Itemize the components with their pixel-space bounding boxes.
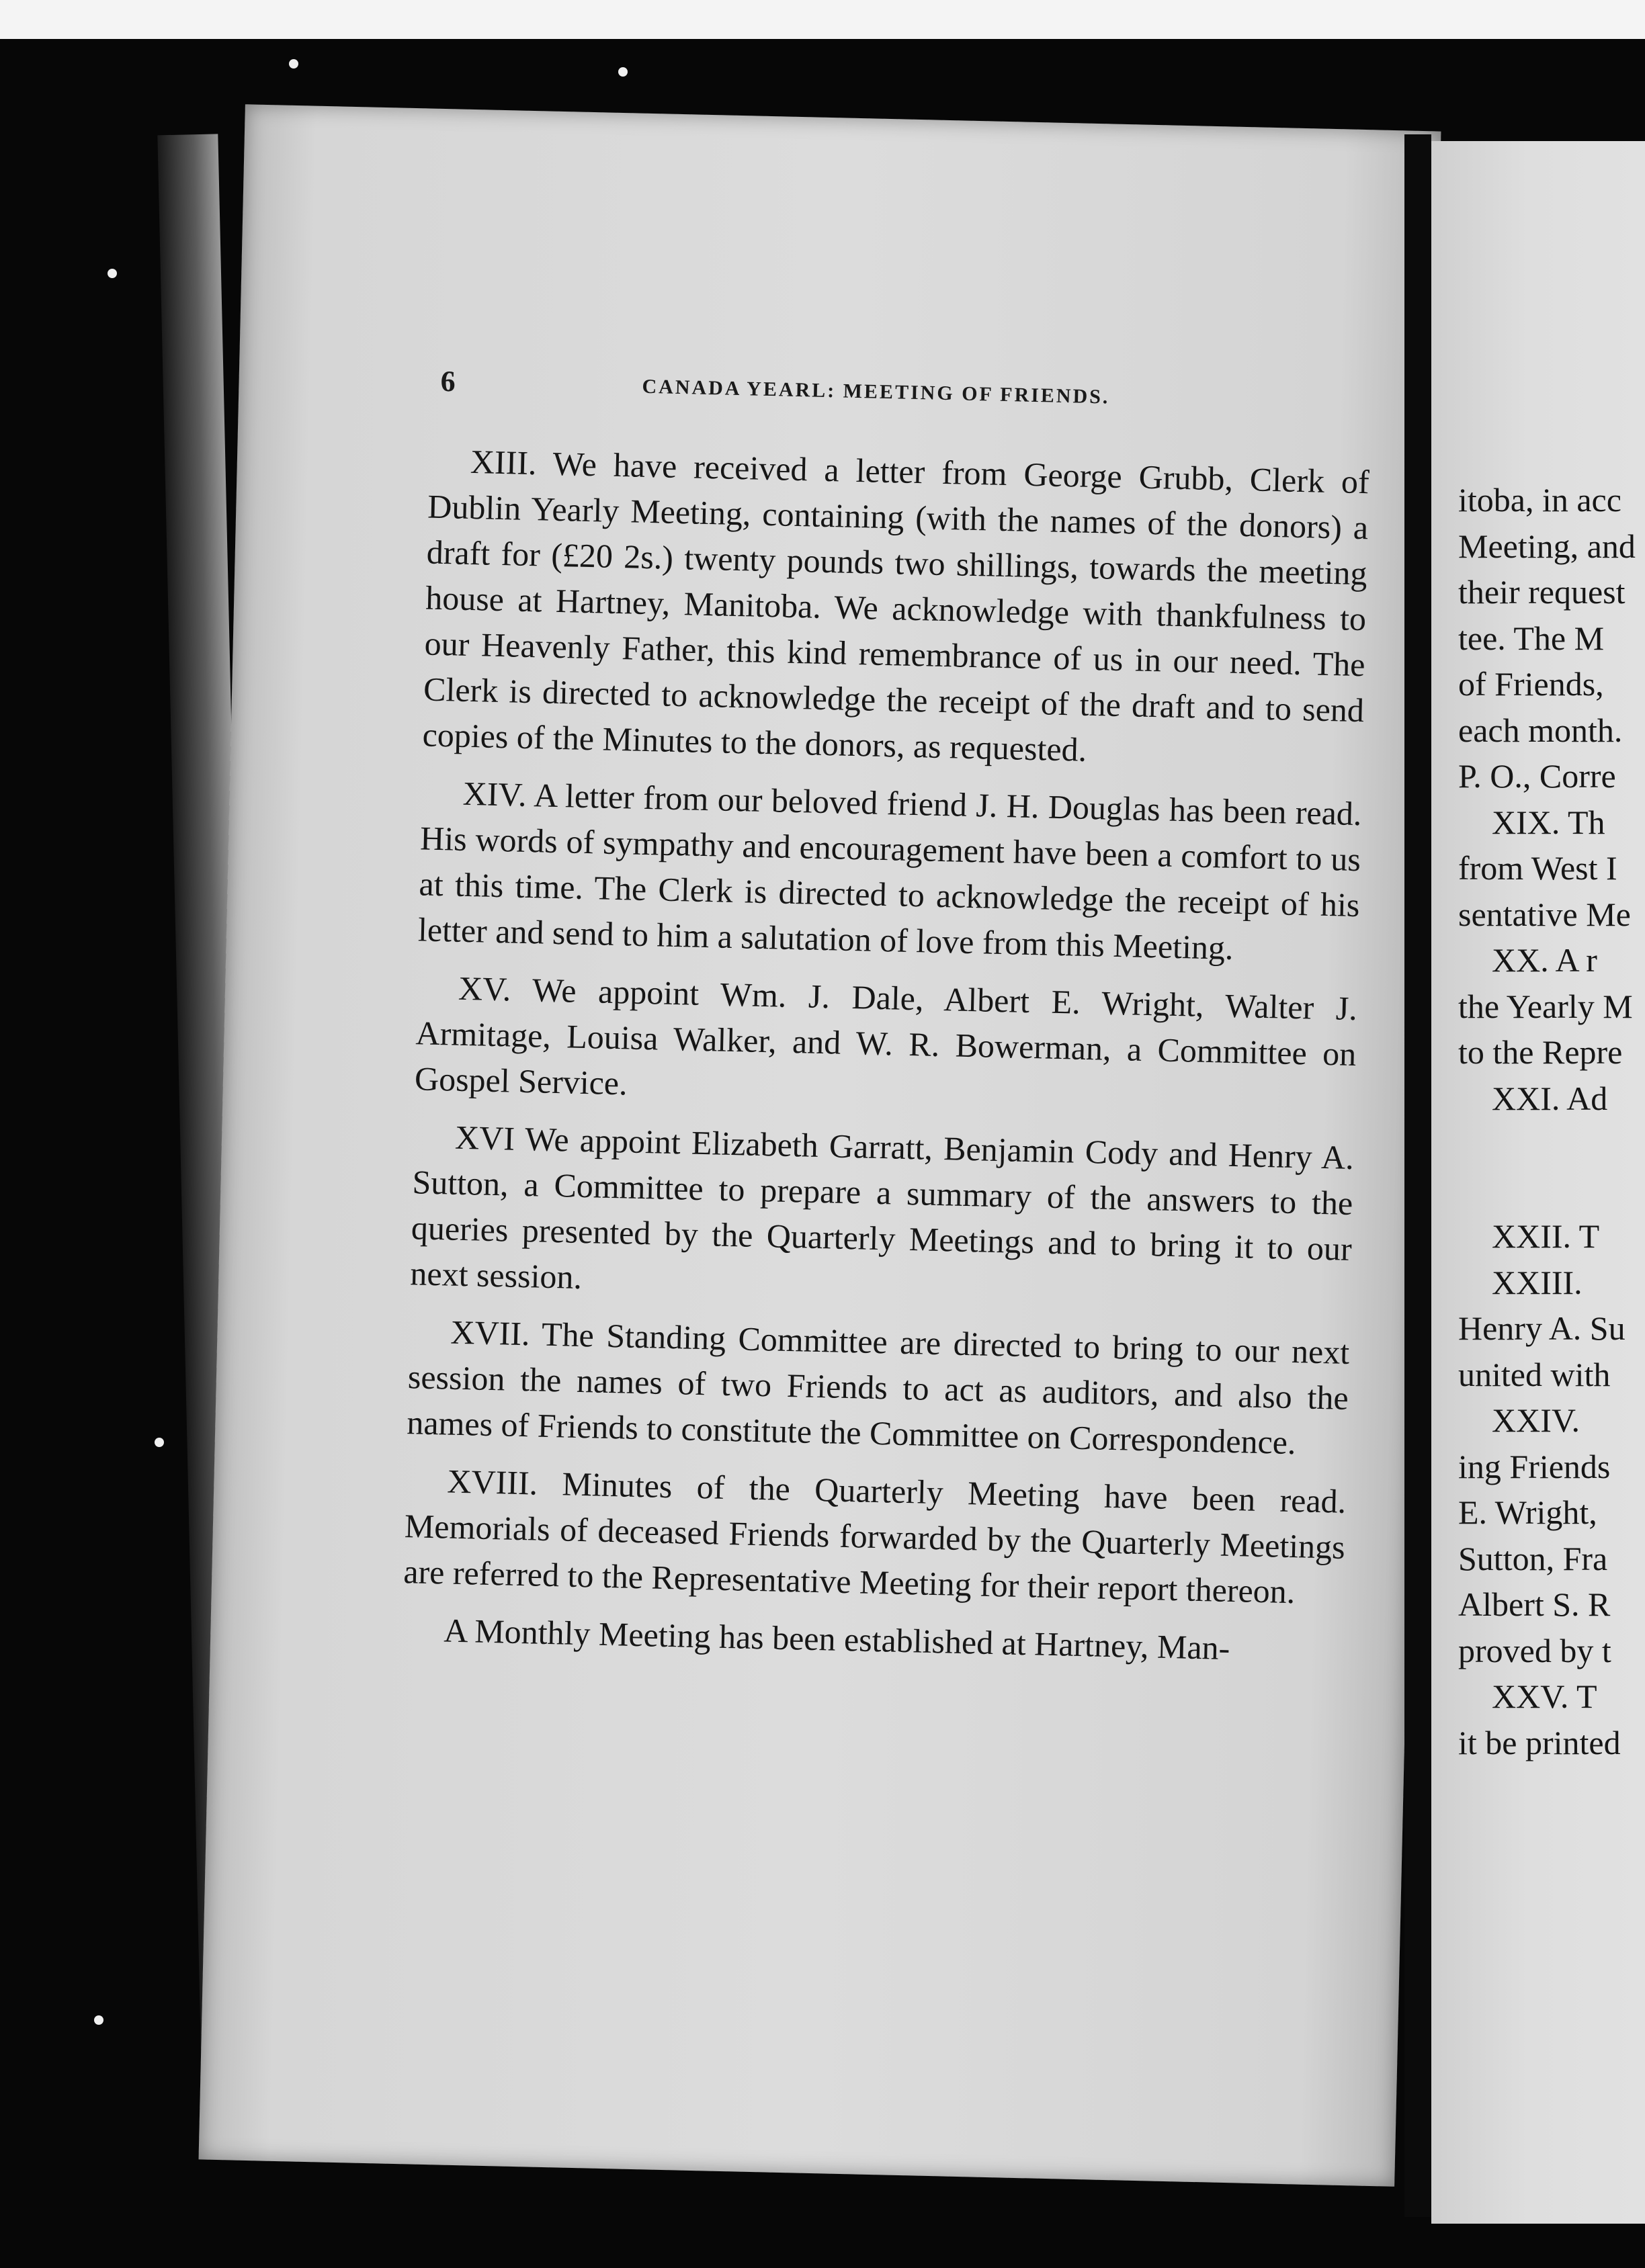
book-gutter	[1404, 134, 1431, 2217]
right-line	[1458, 1168, 1645, 1214]
minute-xviii: XVIII. Minutes of the Quarterly Meeting have been read. Memorials of deceased Friends forwarded by the Quarterly Meetings are referred to the Representative Meeting for their report thereon.	[403, 1462, 1347, 1611]
right-line: each month.	[1458, 711, 1623, 749]
right-line: Henry A. Su	[1458, 1309, 1626, 1347]
right-line: P. O., Corre	[1458, 757, 1616, 795]
right-line: XXIV.	[1492, 1401, 1580, 1439]
scan-top-border	[0, 0, 1645, 39]
right-line: ing Friends	[1458, 1447, 1611, 1485]
right-line: XXII. T	[1492, 1217, 1600, 1255]
right-line: their request	[1458, 573, 1626, 611]
right-line: XXI. Ad	[1492, 1079, 1608, 1117]
right-line: XX. A r	[1492, 941, 1597, 979]
right-line: XXV. T	[1492, 1677, 1597, 1715]
right-line: united with	[1458, 1355, 1611, 1393]
right-line: sentative Me	[1458, 895, 1631, 933]
minutes-text	[401, 438, 1369, 1686]
running-head: CANADA YEARL: MEETING OF FRIENDS.	[642, 375, 1110, 408]
right-line: from West I	[1458, 849, 1617, 887]
dust-speck	[108, 269, 117, 278]
left-page	[199, 104, 1441, 2187]
page-number: 6	[440, 364, 456, 398]
minute-xv: XV. We appoint Wm. J. Dale, Albert E. Wright, Walter J. Armitage, Louisa Walker, and W. R. Bowerman, a Committee on Gospel Service.	[414, 969, 1358, 1102]
right-line: E. Wright,	[1458, 1493, 1597, 1531]
page-header	[440, 364, 1382, 408]
dust-speck	[289, 59, 298, 69]
monthly-meeting-paragraph: A Monthly Meeting has been established at Hartney, Man-	[443, 1611, 1230, 1667]
right-line: XXIII.	[1492, 1263, 1583, 1301]
minute-xiv: XIV. A letter from our beloved friend J. H. Douglas has been read. His words of sympathy and encouragement have been a comfort to us at this time. The Clerk is directed to acknowledge the receipt of his letter and send to him a salutation of love from this Meeting.	[417, 774, 1363, 967]
right-line: itoba, in acc	[1458, 481, 1621, 519]
right-line: of Friends,	[1458, 665, 1604, 703]
right-line: Sutton, Fra	[1458, 1539, 1608, 1577]
right-line: to the Repre	[1458, 1033, 1623, 1071]
minute-xvi: XVI We appoint Elizabeth Garratt, Benjamin Cody and Henry A. Sutton, a Committee to prepare a summary of the answers to the queries presented by the Quarterly Meetings and to bring it to our next session.	[409, 1118, 1355, 1297]
right-page-text	[1458, 477, 1645, 1765]
right-line: proved by t	[1458, 1631, 1611, 1669]
dust-speck	[155, 1438, 164, 1447]
right-page	[1431, 141, 1645, 2224]
right-line: the Yearly M	[1458, 987, 1633, 1025]
dust-speck	[94, 2015, 103, 2025]
right-line: Albert S. R	[1458, 1585, 1611, 1623]
minute-xvii: XVII. The Standing Committee are directed to bring to our next session the names of two Friends to act as auditors, and also the names of Friends to constitute the Committee on Correspondence.	[406, 1313, 1350, 1462]
right-line	[1458, 1121, 1645, 1168]
right-line: XIX. Th	[1492, 803, 1605, 841]
right-line: tee. The M	[1458, 619, 1605, 657]
right-line: Meeting, and	[1458, 527, 1636, 565]
minute-xiii: XIII. We have received a letter from George Grubb, Clerk of Dublin Yearly Meeting, containing (with the names of the donors) a draft for (£20 2s.) twenty pounds two shillings, towards the meeting house at Hartney, Manitoba. We acknowledge with thankfulness to our Heavenly Father, this kind remembrance of us in our need. The Clerk is directed to acknowledge the receipt of the draft and to send copies of the Minutes to the donors, as requested.	[422, 442, 1370, 769]
right-line: it be printed	[1458, 1723, 1621, 1761]
dust-speck	[618, 67, 628, 77]
